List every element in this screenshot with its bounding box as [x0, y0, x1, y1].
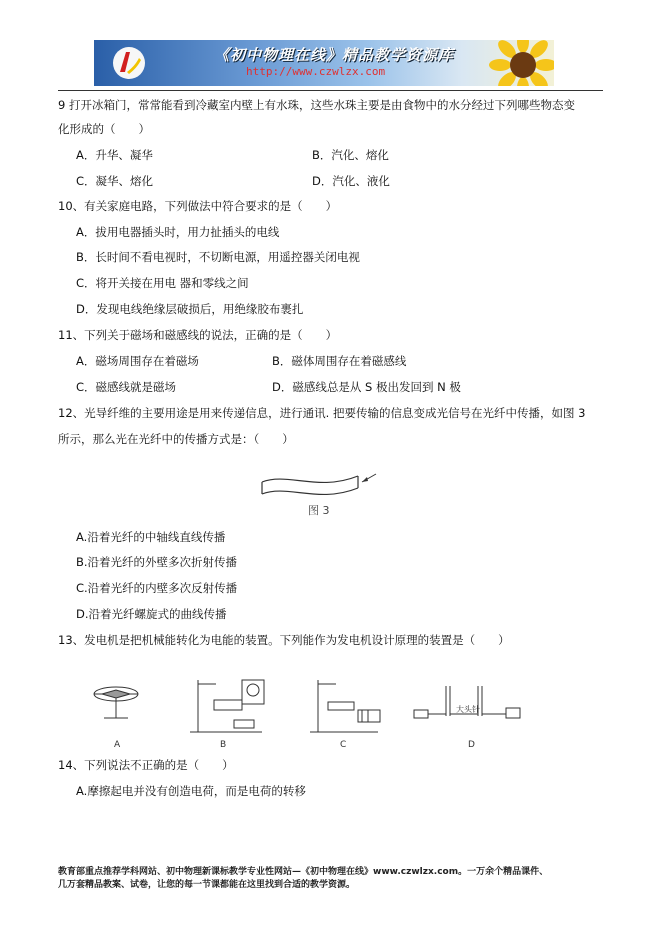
- q14-stem: 14、下列说法不正确的是（ ）: [58, 758, 234, 772]
- q11-option-c: C．磁感线就是磁场: [76, 380, 177, 394]
- q11-stem: 11、下列关于磁场和磁感线的说法，正确的是（ ）: [58, 328, 338, 342]
- site-logo-icon: [112, 46, 146, 80]
- q12-stem-line1: 12、光导纤维的主要用途是用来传递信息，进行通讯. 把要传输的信息变成光信号在光纤中传播，如图 3: [58, 406, 586, 420]
- q13-stem: 13、发电机是把机械能转化为电能的装置。下列能作为发电机设计原理的装置是（ ）: [58, 633, 510, 647]
- apparatus-a: [94, 687, 138, 718]
- q10-option-a: A．拔用电器插头时，用力扯插头的电线: [76, 225, 280, 239]
- q12-stem-line2: 所示，那么光在光纤中的传播方式是：（ ）: [58, 432, 294, 446]
- q9-stem-line2: 化形成的（ ）: [58, 122, 150, 136]
- apparatus-c: [310, 680, 380, 732]
- banner-title: 《初中物理在线》精品教学资源库: [214, 46, 455, 64]
- q12-option-d: D.沿着光纤螺旋式的曲线传播: [76, 607, 227, 621]
- page-footer: [58, 866, 618, 892]
- q13-label-d: D: [468, 740, 475, 750]
- header-rule: [58, 90, 603, 91]
- q12-option-b: B.沿着光纤的外壁多次折射传播: [76, 555, 238, 569]
- q9-option-d: D．汽化、液化: [312, 174, 390, 188]
- q13-label-a: A: [114, 740, 121, 750]
- banner-url[interactable]: http://www.czwlzx.com: [246, 65, 386, 78]
- q10-option-d: D．发现电线绝缘层破损后，用绝缘胶布裹扎: [76, 302, 304, 316]
- q11-option-d: D．磁感线总是从 S 极出发回到 N 极: [272, 380, 461, 394]
- q13-label-b: B: [220, 740, 227, 750]
- q10-stem: 10、有关家庭电路，下列做法中符合要求的是（ ）: [58, 199, 338, 213]
- q13-label-c: C: [340, 740, 347, 750]
- q12-option-c: C.沿着光纤的内壁多次反射传播: [76, 581, 238, 595]
- q9-option-c: C．凝华、熔化: [76, 174, 154, 188]
- q9-stem-line1: 9 打开冰箱门，常常能看到冷藏室内壁上有水珠，这些水珠主要是由食物中的水分经过下列哪些物态变: [58, 98, 575, 112]
- q11-option-b: B．磁体周围存在着磁感线: [272, 354, 407, 368]
- footer-line-2: 几万套精品教案、试卷，让您的每一节课都能在这里找到合适的教学资源。: [58, 880, 356, 890]
- q9-option-a: A．升华、凝华: [76, 148, 153, 162]
- q12-option-a: A.沿着光纤的中轴线直线传播: [76, 530, 226, 544]
- q10-option-b: B．长时间不看电视时，不切断电源，用遥控器关闭电视: [76, 250, 360, 264]
- figure-3-label: 图 3: [308, 504, 330, 517]
- footer-line-1: 教育部重点推荐学科网站、初中物理新课标教学专业性网站—《初中物理在线》www.czwlzx.com。一万余个精品课件、: [58, 867, 549, 877]
- q14-option-a: A.摩擦起电并没有创造电荷，而是电荷的转移: [76, 784, 306, 798]
- apparatus-b: [190, 680, 264, 732]
- q11-option-a: A．磁场周围存在着磁场: [76, 354, 199, 368]
- q9-option-b: B．汽化、熔化: [312, 148, 389, 162]
- q10-option-c: C．将开关接在用电 器和零线之间: [76, 276, 249, 290]
- sunflower-icon: [488, 40, 554, 86]
- header-banner: [94, 40, 554, 86]
- q13-d-caption: 大头针: [456, 705, 480, 714]
